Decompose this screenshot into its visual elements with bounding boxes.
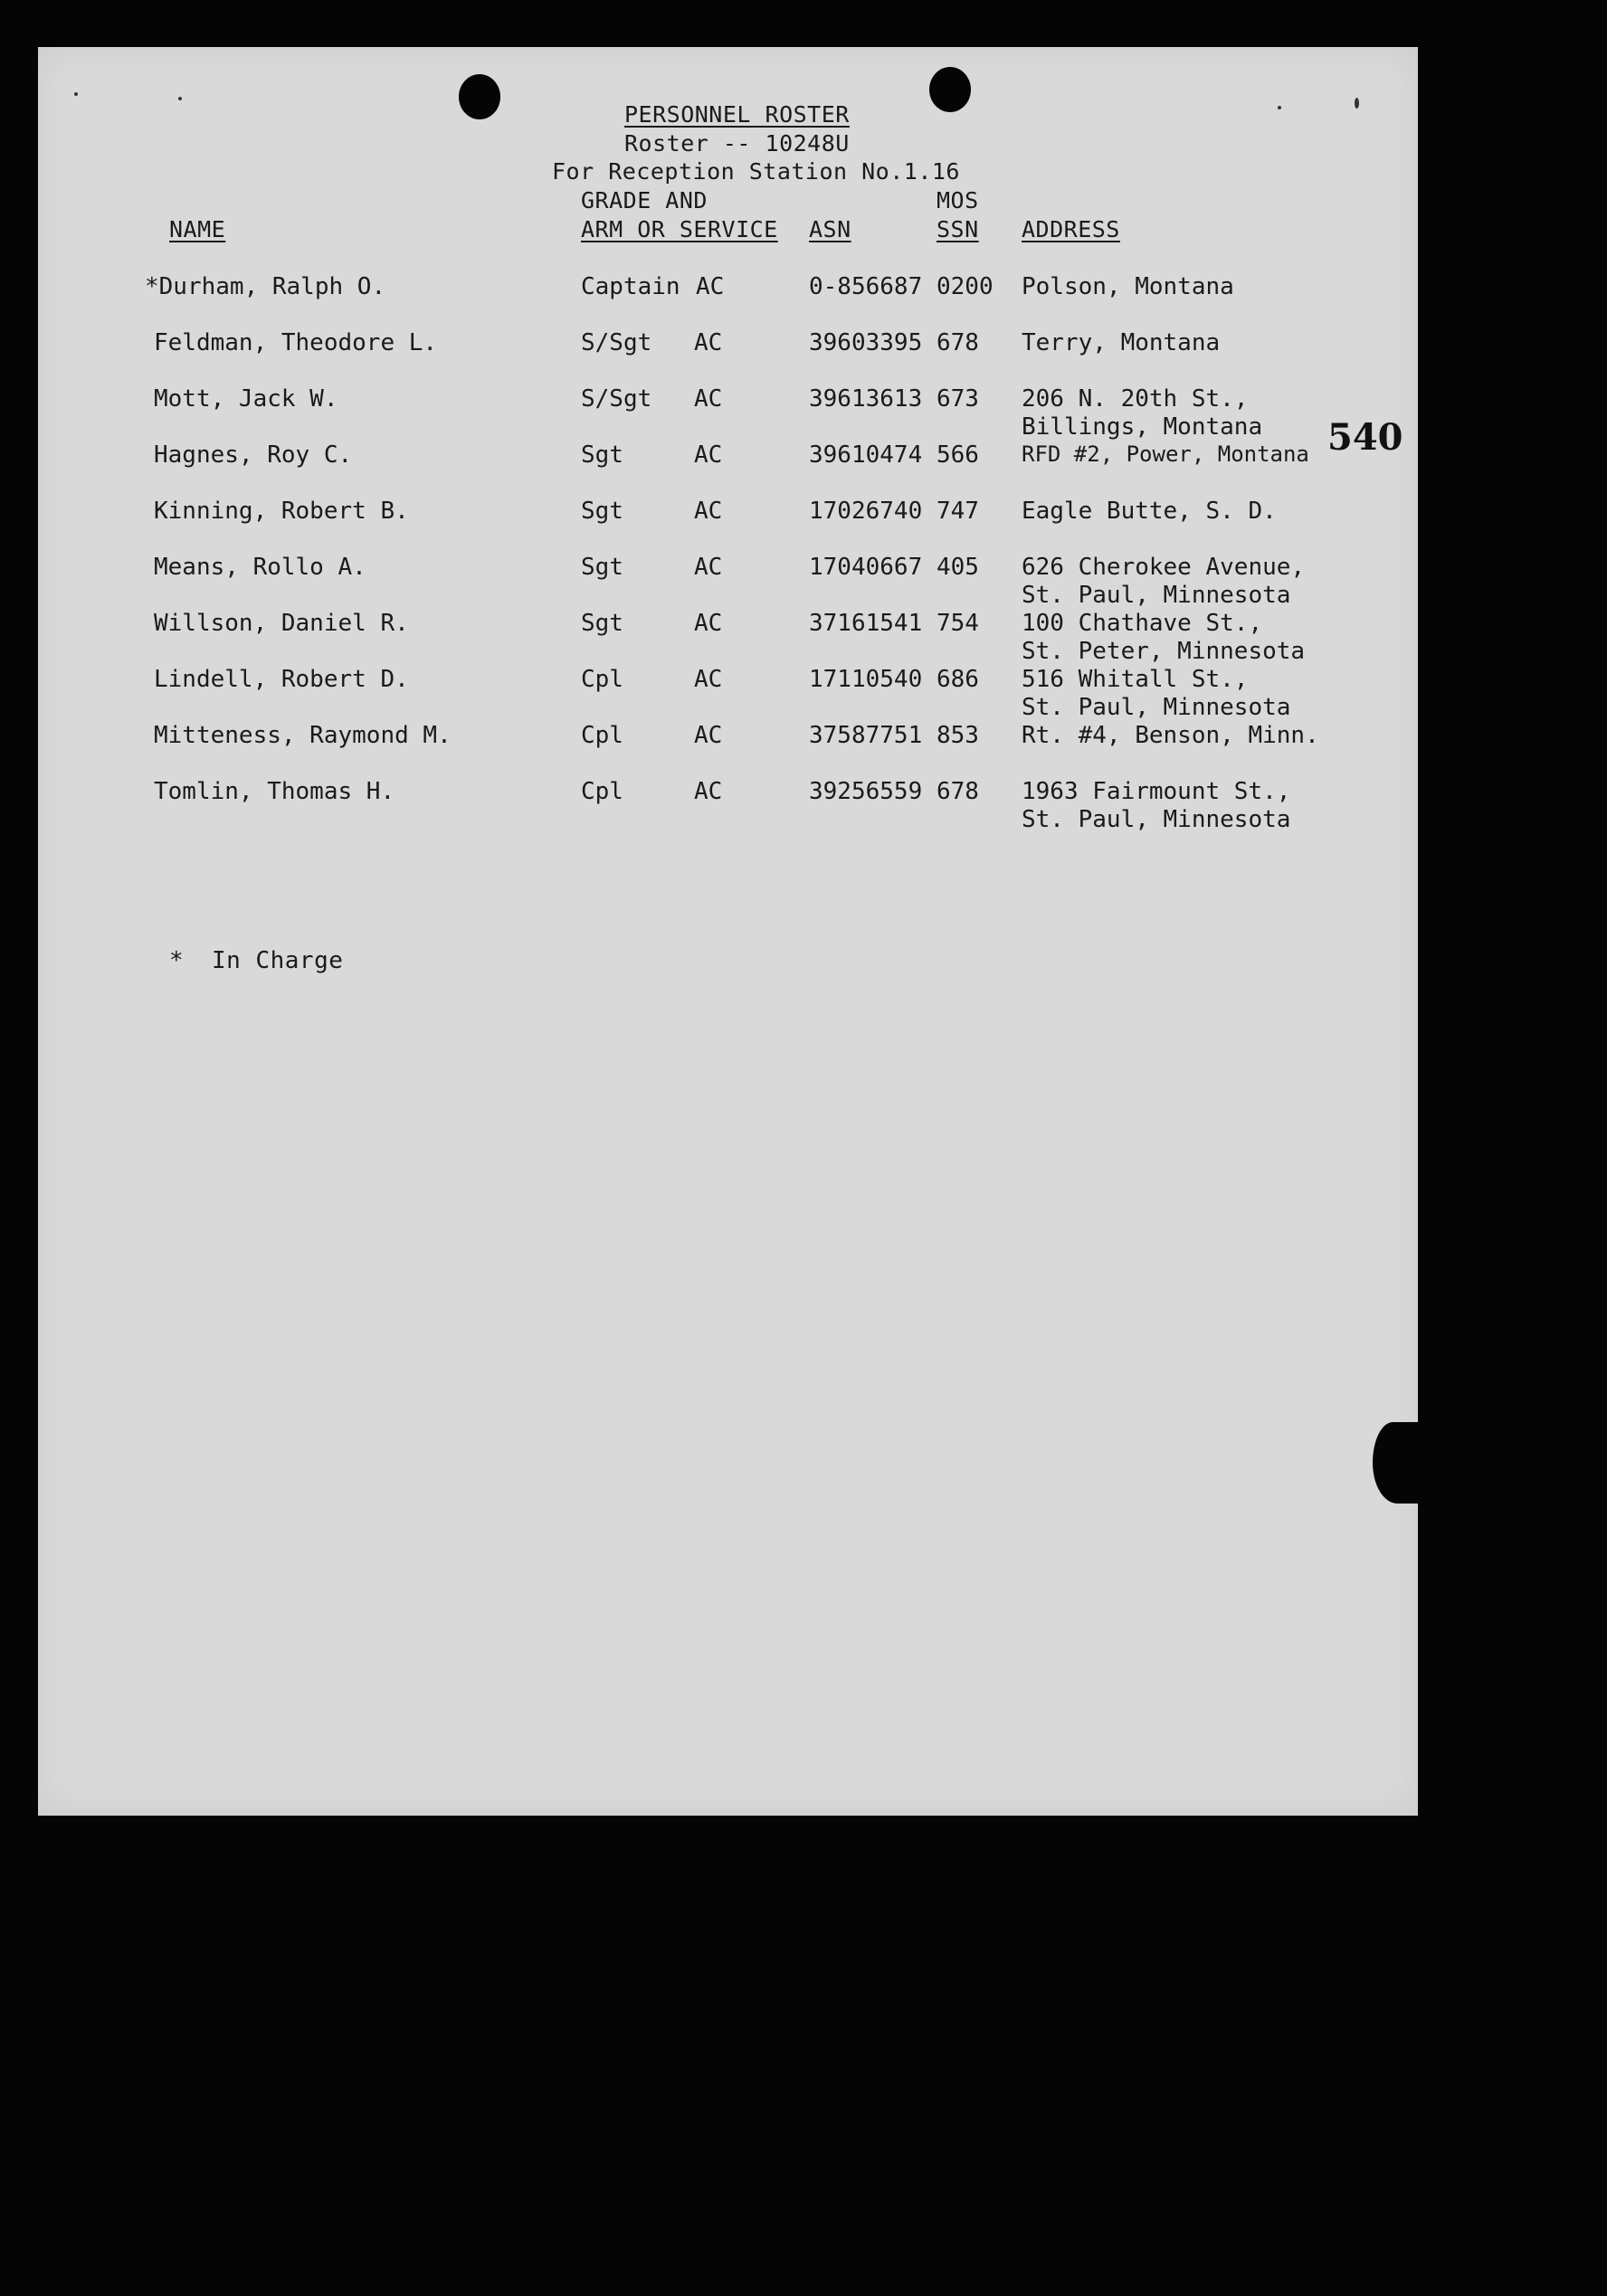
cell-service: AC (694, 666, 723, 693)
cell-name: Feldman, Theodore L. (154, 329, 438, 356)
col-mos-bottom: SSN (937, 216, 979, 242)
cell-asn: 39256559 (809, 778, 923, 805)
table-row (38, 385, 1418, 441)
cell-service: AC (694, 385, 723, 413)
cell-asn: 37161541 (809, 610, 923, 637)
cell-grade: S/Sgt (581, 385, 652, 413)
cell-asn: 39603395 (809, 329, 923, 356)
cell-name: Mott, Jack W. (154, 385, 338, 413)
cell-address: Rt. #4, Benson, Minn. (1022, 722, 1319, 749)
col-grade-bottom: ARM OR SERVICE (581, 216, 778, 242)
cell-mos: 853 (937, 722, 979, 749)
cell-grade: Sgt (581, 498, 623, 525)
cell-mos: 747 (937, 498, 979, 525)
cell-name: Kinning, Robert B. (154, 498, 409, 525)
speck (1278, 106, 1281, 109)
roster-page (38, 47, 1418, 1816)
cell-asn: 39613613 (809, 385, 923, 413)
table-row (38, 666, 1418, 722)
cell-asn: 17026740 (809, 498, 923, 525)
table-row (38, 554, 1418, 610)
table-row (38, 441, 1418, 498)
cell-mos: 678 (937, 329, 979, 356)
cell-name: Tomlin, Thomas H. (154, 778, 395, 805)
cell-service: AC (694, 329, 723, 356)
table-row (38, 722, 1418, 778)
cell-name: Mitteness, Raymond M. (154, 722, 452, 749)
punch-hole-left (459, 74, 500, 119)
col-grade-top: GRADE AND (581, 187, 708, 213)
cell-name: *Durham, Ralph O. (145, 273, 386, 300)
speck (178, 97, 182, 100)
cell-mos: 0200 (937, 273, 994, 300)
cell-address: 206 N. 20th St., (1022, 385, 1249, 413)
cell-service: AC (694, 610, 723, 637)
cell-asn: 0-856687 (809, 273, 923, 300)
cell-service: AC (694, 722, 723, 749)
cell-asn: 17040667 (809, 554, 923, 581)
cell-grade: Sgt (581, 441, 623, 469)
roster-title: PERSONNEL ROSTER (624, 101, 850, 128)
roster-number: Roster -- 10248U (624, 130, 850, 157)
col-address: ADDRESS (1022, 216, 1120, 242)
cell-service: AC (694, 441, 723, 469)
cell-address-line2: St. Paul, Minnesota (1022, 582, 1291, 609)
cell-mos: 673 (937, 385, 979, 413)
cell-address: 100 Chathave St., (1022, 610, 1263, 637)
cell-service: AC (694, 554, 723, 581)
cell-grade: Sgt (581, 610, 623, 637)
cell-name: Lindell, Robert D. (154, 666, 409, 693)
speck (1355, 98, 1359, 109)
cell-name: Means, Rollo A. (154, 554, 366, 581)
cell-address: 626 Cherokee Avenue, (1022, 554, 1306, 581)
col-mos-top: MOS (937, 187, 979, 213)
cell-address: RFD #2, Power, Montana (1022, 441, 1309, 467)
cell-asn: 17110540 (809, 666, 923, 693)
speck (74, 92, 78, 96)
cell-name: Willson, Daniel R. (154, 610, 409, 637)
table-row (38, 329, 1418, 385)
cell-mos: 566 (937, 441, 979, 469)
table-row (38, 778, 1418, 834)
cell-grade: S/Sgt (581, 329, 652, 356)
cell-address-line2: St. Peter, Minnesota (1022, 638, 1306, 665)
cell-grade: Cpl (581, 778, 623, 805)
cell-asn: 39610474 (809, 441, 923, 469)
cell-address-line2: St. Paul, Minnesota (1022, 806, 1291, 833)
page-number: 540 (1327, 416, 1403, 459)
cell-address-line2: St. Paul, Minnesota (1022, 694, 1291, 721)
cell-address: Terry, Montana (1022, 329, 1221, 356)
cell-asn: 37587751 (809, 722, 923, 749)
cell-grade: Cpl (581, 666, 623, 693)
cell-mos: 686 (937, 666, 979, 693)
col-name: NAME (169, 216, 226, 242)
cell-address-line2: Billings, Montana (1022, 413, 1263, 441)
table-row (38, 610, 1418, 666)
cell-grade: Sgt (581, 554, 623, 581)
station-line: For Reception Station No.1.16 (552, 158, 960, 185)
punch-hole-right (929, 67, 971, 112)
cell-address: 516 Whitall St., (1022, 666, 1249, 693)
footnote-text: In Charge (212, 947, 344, 974)
cell-service: AC (694, 498, 723, 525)
cell-service: AC (696, 273, 725, 300)
cell-mos: 678 (937, 778, 979, 805)
cell-address: Eagle Butte, S. D. (1022, 498, 1277, 525)
col-asn: ASN (809, 216, 851, 242)
cell-service: AC (694, 778, 723, 805)
footnote-mark: * (169, 947, 185, 974)
cell-mos: 405 (937, 554, 979, 581)
table-row (38, 273, 1418, 329)
cell-grade: Cpl (581, 722, 623, 749)
cell-name: Hagnes, Roy C. (154, 441, 353, 469)
cell-address: 1963 Fairmount St., (1022, 778, 1291, 805)
table-row (38, 498, 1418, 554)
cell-address: Polson, Montana (1022, 273, 1234, 300)
cell-mos: 754 (937, 610, 979, 637)
cell-grade: Captain (581, 273, 680, 300)
torn-edge (1373, 1422, 1418, 1504)
